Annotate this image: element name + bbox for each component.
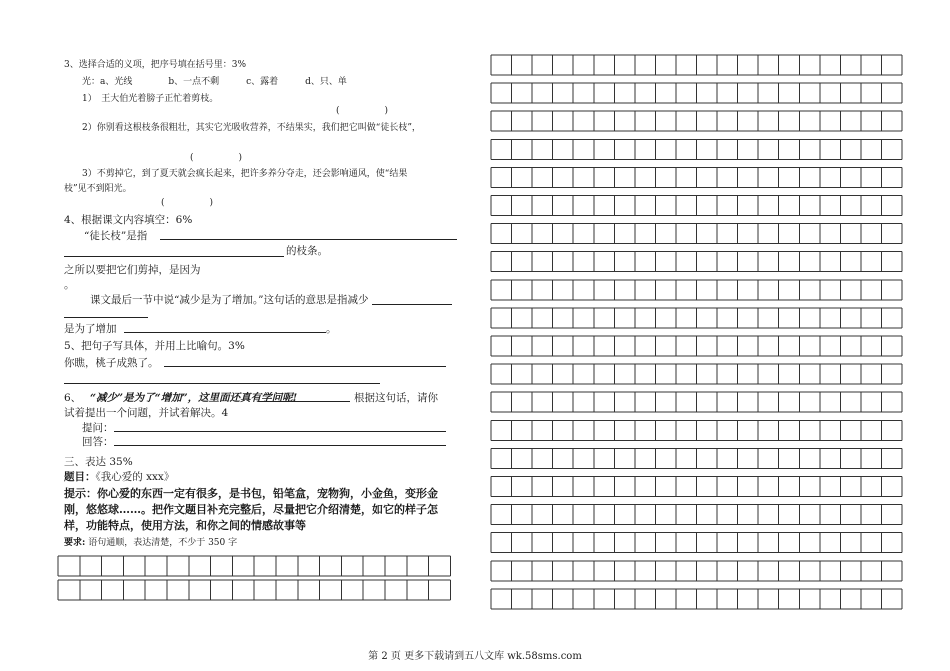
q6-answer-label: 回答： xyxy=(82,436,114,448)
q4-line-3: 之所以要把它们剪掉，是因为 xyxy=(64,264,201,276)
q3-title: 3、选择合适的义项，把序号填在括号里：3% xyxy=(64,60,247,70)
q3-sentence-2: 2）你别看这根枝条很粗壮，其实它光吸收营养，不结果实，我们把它叫做“徒长枝”， xyxy=(82,123,421,133)
q4-line-1: “徒长枝”是指 xyxy=(84,230,148,242)
q6-quote: “减少”是为了“增加”，这里面还真有学问呢! xyxy=(90,392,298,404)
hint-line-2: 刚，悠悠球……。把作文题目补充完整后，尽量把它介绍清楚，如它的样子怎 xyxy=(64,503,438,516)
q3-sentence-3b: 枝”见不到阳光。 xyxy=(64,184,132,194)
q4-line-6a: 是为了增加 xyxy=(64,323,117,335)
requirement-label: 要求: xyxy=(64,538,86,548)
section3-title: 三、表达 35% xyxy=(64,456,133,468)
hint-line-3: 样，功能特点，使用方法，和你之间的情感故事等 xyxy=(64,519,306,532)
q3-sentence-3a: 3）不剪掉它，到了夏天就会疯长起来，把许多养分夺走，还会影响通风，使“结果 xyxy=(82,169,408,179)
q4-line-6b: 。 xyxy=(326,323,337,335)
q5-sentence: 你瞧，桃子成熟了。 xyxy=(64,357,159,369)
answer-paren-3[interactable]: ( ) xyxy=(161,198,214,208)
q3-sentence-1: 1） 王大伯光着膀子正忙着剪枝。 xyxy=(82,94,219,104)
q6-ask-label: 提问： xyxy=(82,422,114,434)
answer-paren-1[interactable]: ( ) xyxy=(336,106,389,116)
hint-line-1: 提示：你心爱的东西一定有很多，是书包，铅笔盒，宠物狗，小金鱼，变形金 xyxy=(64,487,438,500)
q5-title: 5、把句子写具体，并用上比喻句。3% xyxy=(64,340,245,352)
q6-number: 6、 xyxy=(64,392,82,404)
q4-line-5: 课文最后一节中说“减少是为了增加。”这句话的意思是指减少 xyxy=(90,294,369,306)
q4-line-4: 。 xyxy=(64,279,75,291)
answer-paren-2[interactable]: ( ) xyxy=(190,153,243,163)
q4-title: 4、根据课文内容填空：6% xyxy=(64,214,193,226)
q3-options: 光：a、光线 b、一点不剩 c、露着 d、只、单 xyxy=(82,77,347,87)
page-footer: 第 2 页 更多下载请到五八文库 wk.58sms.com xyxy=(368,651,582,662)
q6-rest: 根据这句话，请你 xyxy=(354,392,438,404)
topic-label: 题目： xyxy=(64,471,96,483)
essay-topic: 《我心爱的 xxx》 xyxy=(95,471,175,483)
requirement-text: 语句通顺，表达清楚，不少于 350 字 xyxy=(88,538,238,548)
q6-line-2: 试着提出一个问题，并试着解决。4 xyxy=(64,407,229,419)
q4-line-2: 的枝条。 xyxy=(286,245,328,257)
